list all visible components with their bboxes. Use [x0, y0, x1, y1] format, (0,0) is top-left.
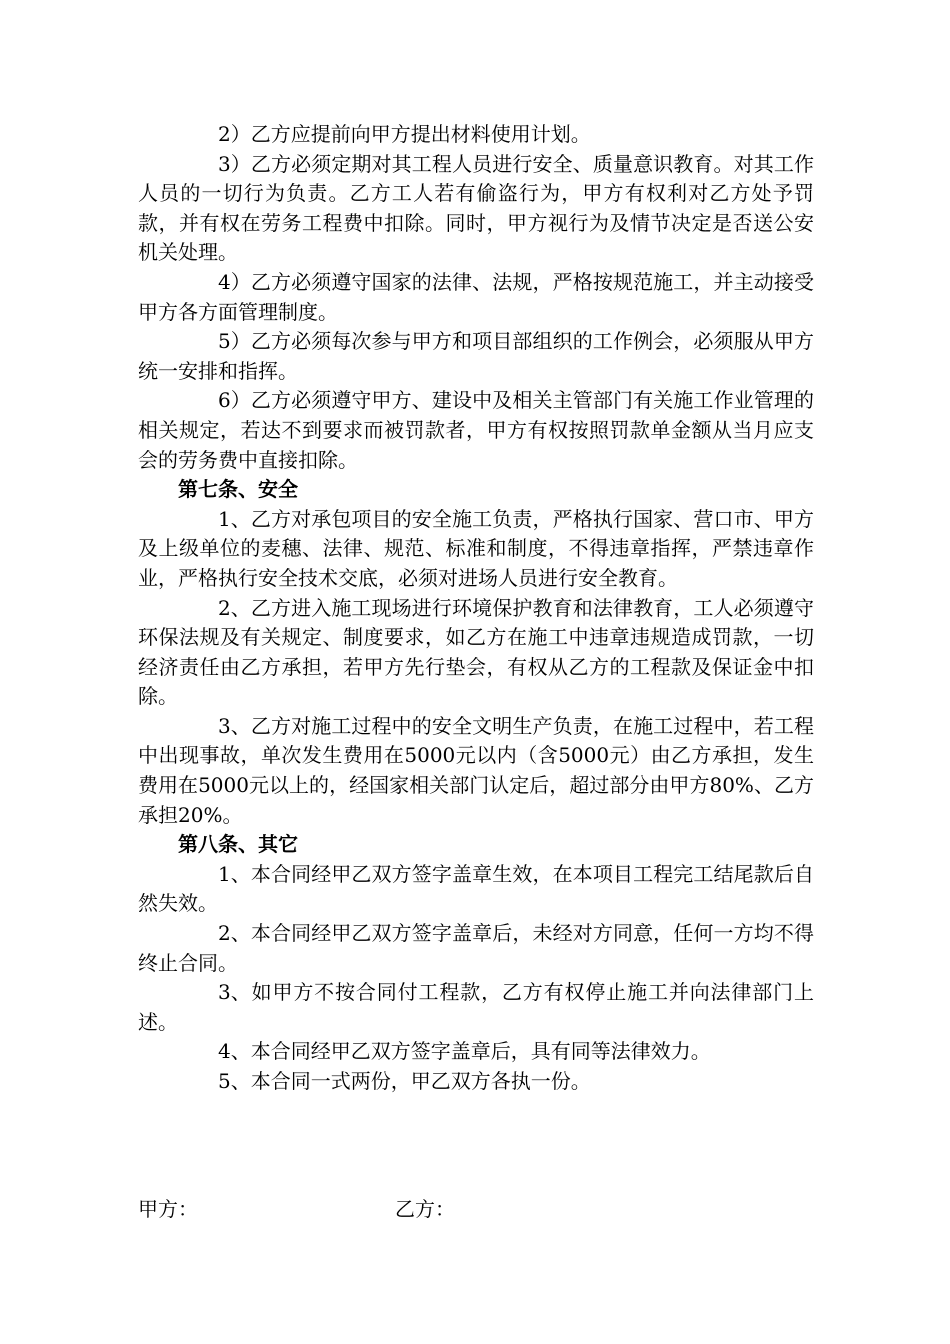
clause-8-3 — [138, 978, 814, 1037]
clause-number: 5、 — [218, 1069, 251, 1093]
clause-number: 3、 — [218, 980, 251, 1005]
clause-text: 本合同经甲乙双方签字盖章后，未经对方同意，任何一方均不得终止合同。 — [138, 921, 814, 975]
clause-7-1 — [138, 505, 814, 594]
clause-text: 本合同一式两份，甲乙双方各执一份。 — [250, 1069, 591, 1093]
section-7-heading: 第七条、安全 — [178, 477, 298, 502]
clause-6-2 — [138, 120, 814, 150]
clause-6-4 — [138, 268, 814, 327]
clause-7-2 — [138, 594, 814, 712]
document-body — [138, 120, 814, 1097]
clause-number: 3、 — [218, 713, 251, 738]
clause-text: 乙方必须遵守甲方、建设中及相关主管部门有关施工作业管理的相关规定，若达不到要求而被罚款者，甲方有权按照罚款单金额从当月应支会的劳务费中直接扣除。 — [138, 388, 814, 472]
clause-8-2 — [138, 919, 814, 978]
clause-number: 6） — [218, 388, 251, 413]
clause-number: 2、 — [218, 595, 251, 620]
party-b-signature-label: 乙方： — [395, 1197, 455, 1221]
clause-7-3 — [138, 712, 814, 830]
clause-8-1 — [138, 860, 814, 919]
clause-number: 4、 — [218, 1039, 251, 1064]
clause-text: 乙方进入施工现场进行环境保护教育和法律教育，工人必须遵守环保法规及有关规定、制度要求，如乙方在施工中违章违规造成罚款，一切经济责任由乙方承担，若甲方先行垫会，有权从乙方的工程款及保证金中扣除。 — [138, 595, 814, 709]
clause-number: 1、 — [218, 861, 251, 886]
clause-number: 4） — [218, 269, 251, 294]
clause-number: 2、 — [218, 921, 251, 946]
clause-text: 如甲方不按合同付工程款，乙方有权停止施工并向法律部门上述。 — [138, 980, 814, 1034]
clause-text: 乙方必须遵守国家的法律、法规，严格按规范施工，并主动接受甲方各方面管理制度。 — [138, 269, 814, 324]
clause-text: 乙方必须每次参与甲方和项目部组织的工作例会，必须服从甲方统一安排和指挥。 — [138, 329, 814, 383]
clause-6-3 — [138, 150, 814, 268]
party-a-signature-label: 甲方： — [138, 1197, 198, 1221]
clause-text: 乙方对施工过程中的安全文明生产负责，在施工过程中，若工程中出现事故，单次发生费用在5000元以内（含5000元）由乙方承担，发生费用在5000元以上的，经国家相关部门认定后，超过部分由甲方80%、乙方承担20%。 — [138, 713, 814, 827]
clause-8-4 — [138, 1037, 814, 1067]
clause-number: 1、 — [218, 506, 251, 531]
clause-6-6 — [138, 386, 814, 475]
clause-text: 本合同经甲乙双方签字盖章后，具有同等法律效力。 — [250, 1039, 711, 1064]
clause-number: 2） — [218, 122, 251, 146]
section-8-heading: 第八条、其它 — [178, 832, 298, 857]
clause-number: 3） — [218, 151, 251, 176]
clause-text: 乙方应提前向甲方提出材料使用计划。 — [250, 122, 591, 146]
clause-text: 乙方必须定期对其工程人员进行安全、质量意识教育。对其工作人员的一切行为负责。乙方工人若有偷盗行为，甲方有权利对乙方处予罚款，并有权在劳务工程费中扣除。同时，甲方视行为及情节决定是否送公安机关处理。 — [138, 151, 814, 265]
clause-number: 5） — [218, 329, 251, 354]
clause-text: 乙方对承包项目的安全施工负责，严格执行国家、营口市、甲方及上级单位的麦穗、法律、规范、标准和制度，不得违章指挥，严禁违章作业，严格执行安全技术交底，必须对进场人员进行安全教育。 — [138, 506, 814, 590]
clause-6-5 — [138, 327, 814, 386]
clause-8-5 — [138, 1067, 814, 1097]
clause-text: 本合同经甲乙双方签字盖章生效，在本项目工程完工结尾款后自然失效。 — [138, 861, 814, 916]
